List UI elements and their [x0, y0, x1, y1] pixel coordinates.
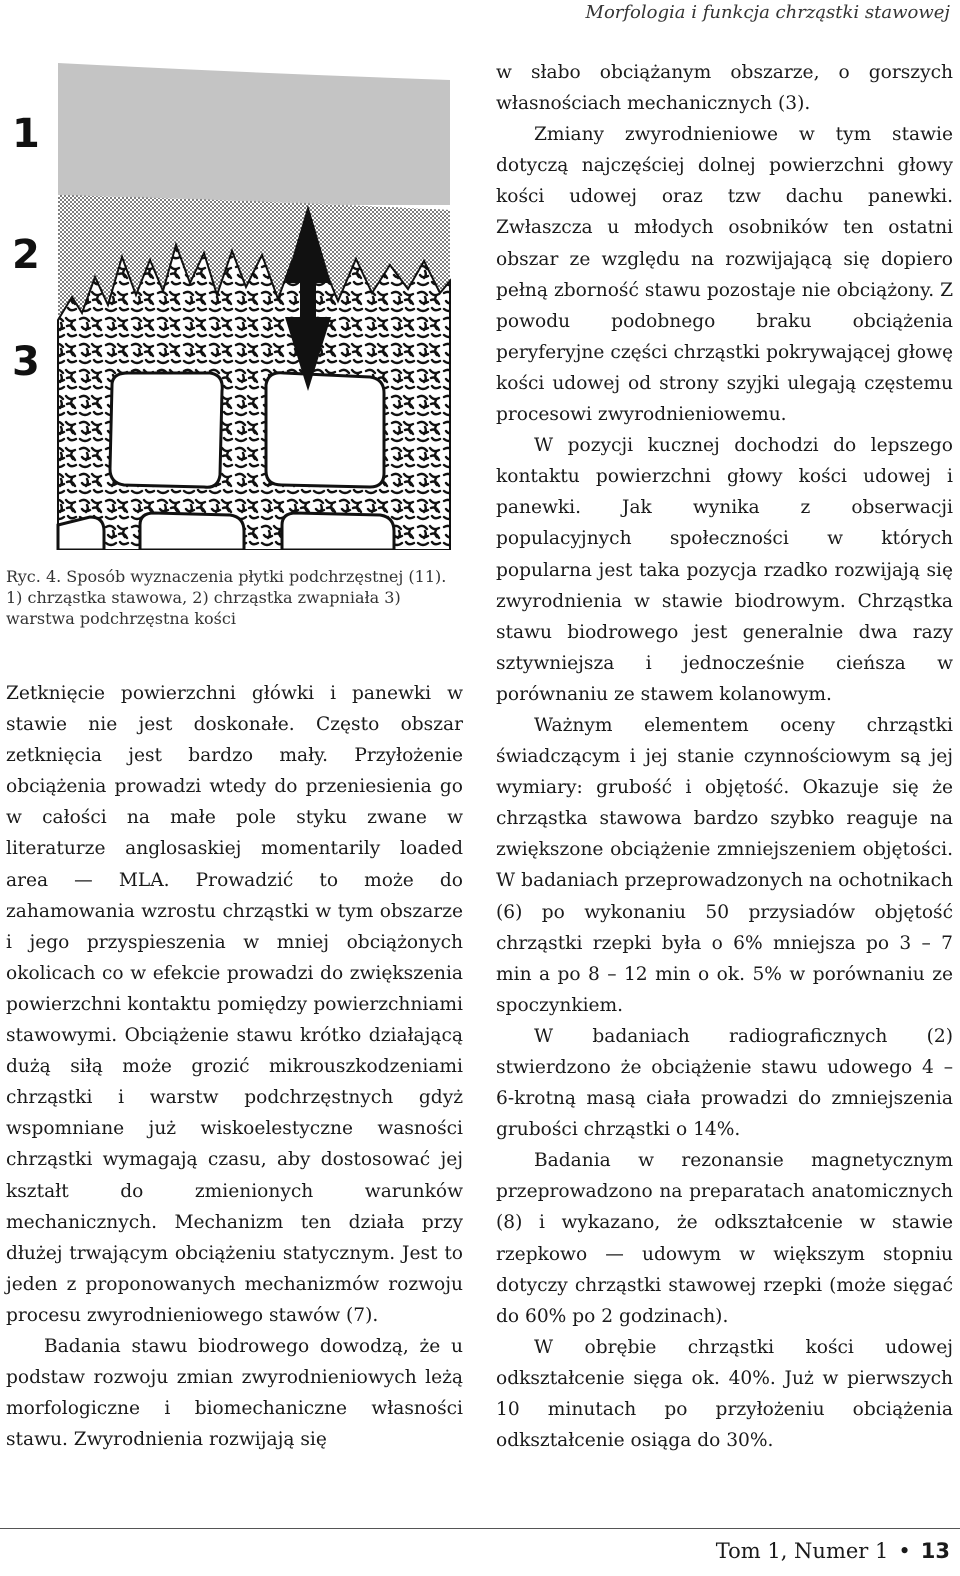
- marrow-cavity: [58, 517, 104, 550]
- paragraph: Badania w rezonansie magnetycznym przeprowadzono na preparatach anatomicznych (8) i wykazano, że odkształcenie w stawie rzepkowo — udowym w większym stopniu dotyczy chrząstki stawowej rzepki (może sięgać do 60% po 2 godzinach).: [496, 1150, 953, 1327]
- marrow-cavity: [282, 513, 394, 550]
- figure-label-3: 3: [12, 339, 40, 385]
- paragraph: Zmiany zwyrodnieniowe w tym stawie dotyczą najczęściej dolnej powierzchni głowy kości udowej oraz tzw dachu panewki. Zwłaszcza u młodych osobników ten ostatni obszar ze względu na rozwijającą się dopiero pełną zborność stawu pozostaje nie obciążony. Z powodu podobnego braku obciążenia peryferyjne części chrząstki pokrywającej głowę kości udowej od strony szyjki ulegają częstemu procesowi zwyrodnieniowemu.: [496, 124, 953, 426]
- paragraph: w słabo obciążanym obszarze, o gorszych własnościach mechanicznych (3).: [496, 62, 953, 115]
- figure-label-2: 2: [12, 232, 40, 278]
- page-footer: [716, 1539, 950, 1563]
- footer-rule: [0, 1528, 960, 1529]
- figure-label-1: 1: [12, 111, 40, 157]
- page-number: 13: [920, 1539, 950, 1563]
- paragraph: Zetknięcie powierzchni główki i panewki w stawie nie jest doskonałe. Często obszar zetknięcia jest bardzo mały. Przyłożenie obciążenia prowadzi wtedy do przeniesienia go w całości na małe pole styku zwane w literaturze anglosaskiej momentarily loaded area — MLA. Prowadzić to może do zahamowania wzrostu chrząstki w tym obszarze i jego przyspieszenia w mniej obciążonych okolicach co w efekcie prowadzi do zwiększenia powierzchni kontaktu pomiędzy powierzchniami stawowymi. Obciążenie stawu krótko działającą dużą siłą może grozić mikrouszkodzeniami chrząstki i warstw podchrzęstnych gdyż wspomniane już wiskoelestyczne wasności chrząstki wymagają czasu, aby dostosować jej kształt do zmienionych warunków mechanicznych. Mechanizm ten działa przy dłużej trwającym obciążeniu statycznym. Jest to jeden z proponowanych mechanizmów rozwoju procesu zwyrodnieniowego stawów (7).: [6, 683, 463, 1326]
- right-column: [496, 57, 953, 1456]
- bullet-icon: •: [898, 1539, 911, 1563]
- marrow-cavity: [110, 373, 222, 487]
- marrow-cavity: [140, 513, 244, 550]
- figure-cartilage-diagram: [0, 55, 470, 550]
- left-column: [6, 678, 463, 1455]
- figure-caption: Ryc. 4. Sposób wyznaczenia płytki podchrzęstnej (11). 1) chrząstka stawowa, 2) chrząstka zwapniała 3) warstwa podchrzęstna kości: [6, 567, 447, 628]
- running-head: Morfologia i funkcja chrząstki stawowej: [585, 2, 950, 23]
- paragraph: Badania stawu biodrowego dowodzą, że u podstaw rozwoju zmian zwyrodnieniowych leżą morfologiczne i biomechaniczne własności stawu. Zwyrodnienia rozwijają się: [6, 1335, 463, 1451]
- articular-cartilage-layer: [58, 63, 450, 205]
- paragraph: W pozycji kucznej dochodzi do lepszego kontaktu powierzchni głowy kości udowej i panewki. Jak wynika z obserwacji populacyjnych społeczności w których popularna jest taka pozycja rzadko rozwijają się zwyrodnienia w stawie biodrowym. Chrząstka stawu biodrowego jest generalnie dwa razy sztywniejsza i jednocześnie cieńsza w porównaniu ze stawem kolanowym.: [496, 435, 953, 705]
- paragraph: Ważnym elementem oceny chrząstki świadczącym i jej stanie czynnościowym są jej wymiary: grubość i objętość. Okazuje się że chrząstka stawowa bardzo szybko reaguje na zwiększone obciążenie zmniejszeniem objętości. W badaniach przeprowadzonych na ochotnikach (6) po wykonaniu 50 przysiadów objętość chrząstki rzepki była o 6% mniejsza po 3 – 7 min a po 8 – 12 min o ok. 5% w porównaniu ze spoczynkiem.: [496, 714, 953, 1016]
- paragraph: W obrębie chrząstki kości udowej odkształcenie sięga ok. 40%. Już w pierwszych 10 minutach po przyłożeniu obciążenia odkształcenie osiąga do 30%.: [496, 1336, 953, 1452]
- paragraph: W badaniach radiograficznych (2) stwierdzono że obciążenie stawu udowego 4 – 6-krotną masą ciała prowadzi do zmniejszenia grubości chrząstki o 14%.: [496, 1025, 953, 1141]
- marrow-cavity: [266, 373, 384, 487]
- journal-issue: Tom 1, Numer 1: [715, 1539, 889, 1563]
